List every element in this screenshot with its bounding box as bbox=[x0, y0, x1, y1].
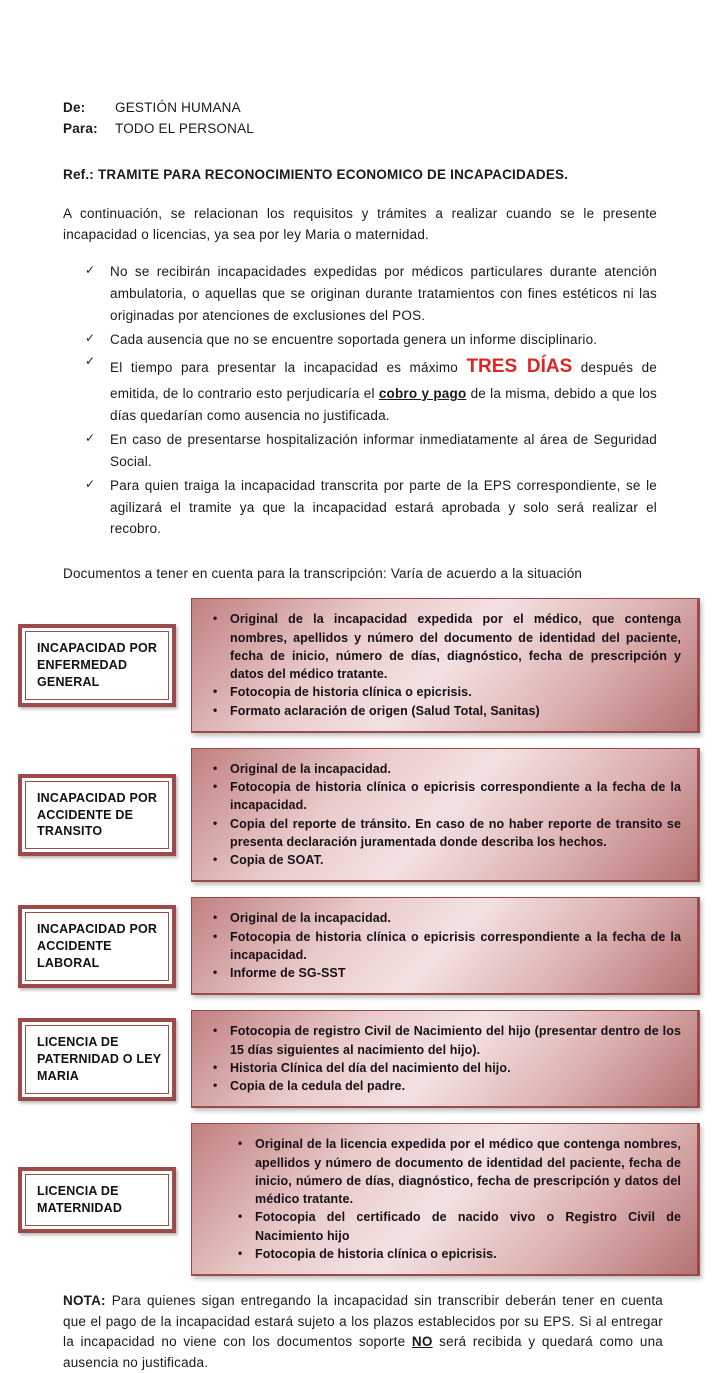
memo-to-label: Para: bbox=[63, 120, 98, 136]
checklist-item-text: Cada ausencia que no se encuentre soportada genera un informe disciplinario. bbox=[110, 331, 598, 347]
requirement-item: • Original de la incapacidad. bbox=[230, 760, 681, 778]
memo-from-row bbox=[63, 98, 657, 119]
requirement-item: • Fotocopia de historia clínica o epicrisis correspondiente a la fecha de la incapacidad. bbox=[230, 778, 681, 815]
requirement-item: • Formato aclaración de origen (Salud Total, Sanitas) bbox=[230, 702, 681, 720]
section-requirements-box bbox=[191, 897, 700, 995]
section-label: INCAPACIDAD POR ACCIDENTE LABORAL bbox=[25, 912, 169, 981]
memo-from-label: De: bbox=[63, 100, 86, 115]
checklist-item bbox=[85, 475, 657, 541]
section-label: INCAPACIDAD POR ACCIDENTE DE TRANSITO bbox=[25, 781, 169, 850]
checklist-item-text: El tiempo para presentar la incapacidad es máximo bbox=[110, 360, 467, 376]
section-label: LICENCIA DE MATERNIDAD bbox=[25, 1174, 169, 1226]
reference-text: TRAMITE PARA RECONOCIMIENTO ECONOMICO DE INCAPACIDADES. bbox=[94, 166, 569, 182]
tres-dias-highlight: TRES DÍAS bbox=[466, 356, 573, 378]
requirement-item: • Fotocopia de historia clínica o epicrisis correspondiente a la fecha de la incapacidad. bbox=[230, 928, 681, 965]
checklist-item-text: de la misma, debido a que los días quedarían como ausencia no justificada. bbox=[110, 386, 657, 424]
requirement-item: • Fotocopia de historia clínica o epicrisis. bbox=[230, 683, 681, 701]
section-label-box bbox=[18, 1018, 176, 1101]
checklist-item-text: En caso de presentarse hospitalización informar inmediatamente al área de Seguridad Social. bbox=[110, 431, 657, 469]
nota-text: Para quienes sigan entregando la incapacidad sin transcribir deberán tener en cuenta que el pago de la incapacidad estará sujeto a los plazos establecidos por su EPS. Si al entregar la incapacidad no viene con los documentos soporte bbox=[63, 1293, 663, 1350]
section-licencia-paternidad bbox=[18, 1010, 700, 1108]
nota-paragraph bbox=[63, 1291, 663, 1373]
checkmark-icon: ✓ bbox=[85, 430, 96, 445]
checklist-item bbox=[85, 352, 657, 426]
section-label: LICENCIA DE PATERNIDAD O LEY MARIA bbox=[25, 1025, 169, 1094]
memo-from-value: GESTIÓN HUMANA bbox=[115, 100, 241, 115]
section-accidente-transito bbox=[18, 748, 700, 883]
section-label-box bbox=[18, 905, 176, 988]
document-type-sections bbox=[18, 598, 700, 1276]
memo-to-value: TODO EL PERSONAL bbox=[115, 120, 254, 136]
checklist-item-text: Para quien traiga la incapacidad transcrita por parte de la EPS correspondiente, se le agilizará el tramite ya que la incapacidad estará aprobada y solo será realizar el recobro. bbox=[110, 477, 657, 537]
section-requirements-box bbox=[191, 1123, 700, 1276]
section-accidente-laboral bbox=[18, 897, 700, 995]
section-label: INCAPACIDAD POR ENFERMEDAD GENERAL bbox=[25, 631, 169, 700]
section-requirements-list bbox=[200, 909, 681, 982]
requirement-item: • Copia del reporte de tránsito. En caso de no haber reporte de transito se presenta declaración juramentada donde describa los hechos. bbox=[230, 815, 681, 852]
section-label-box bbox=[18, 624, 176, 707]
requirement-item: • Original de la incapacidad. bbox=[230, 909, 681, 927]
reference-label: Ref.: bbox=[63, 166, 94, 182]
nota-text: será recibida y quedará como una ausencia no justificada. bbox=[63, 1334, 663, 1370]
section-requirements-list bbox=[200, 760, 681, 870]
requirements-checklist bbox=[85, 261, 657, 540]
checkmark-icon: ✓ bbox=[85, 354, 96, 369]
checklist-item bbox=[85, 429, 657, 473]
no-emphasis: NO bbox=[411, 1334, 433, 1350]
section-label-box bbox=[18, 774, 176, 857]
checkmark-icon: ✓ bbox=[85, 330, 96, 345]
memo-to-row bbox=[63, 119, 657, 140]
section-requirements-list bbox=[200, 1135, 681, 1263]
requirement-item: • Informe de SG-SST bbox=[230, 964, 681, 982]
requirement-item: • Copia de SOAT. bbox=[230, 851, 681, 869]
section-requirements-list bbox=[200, 1022, 681, 1095]
cobro-pago-emphasis: cobro y pago bbox=[378, 386, 467, 402]
intro-paragraph: A continuación, se relacionan los requisitos y trámites a realizar cuando se le presente incapacidad o licencias, ya sea por ley Maria o maternidad. bbox=[63, 205, 657, 243]
requirement-item: • Original de la licencia expedida por el médico que contenga nombres, apellidos y número de documento de identidad del paciente, fecha de inicio, número de días, diagnóstico, fecha de prescripción y datos del médico tratante. bbox=[255, 1135, 681, 1208]
section-requirements-list bbox=[200, 610, 681, 720]
requirement-item: • Fotocopia del certificado de nacido vivo o Registro Civil de Nacimiento hijo bbox=[255, 1208, 681, 1245]
section-requirements-box bbox=[191, 748, 700, 883]
section-enfermedad-general bbox=[18, 598, 700, 733]
checklist-item-text: después de emitida, de lo contrario esto perjudicaría el bbox=[110, 360, 657, 402]
requirement-item: • Fotocopia de historia clínica o epicrisis. bbox=[255, 1245, 681, 1263]
checklist-item bbox=[85, 329, 657, 351]
section-requirements-box bbox=[191, 598, 700, 733]
requirement-item: • Fotocopia de registro Civil de Nacimiento del hijo (presentar dentro de los 15 días siguientes al nacimiento del hijo). bbox=[230, 1022, 681, 1059]
checklist-item bbox=[85, 261, 657, 327]
section-requirements-box bbox=[191, 1010, 700, 1108]
checkmark-icon: ✓ bbox=[85, 263, 96, 278]
section-label-box bbox=[18, 1167, 176, 1233]
nota-label: NOTA: bbox=[63, 1293, 106, 1308]
checklist-item-text: No se recibirán incapacidades expedidas por médicos particulares durante atención ambulatoria, o aquellas que se originan durante tratamientos con fines estéticos ni las originadas por atenciones de exclusiones del POS. bbox=[110, 264, 657, 323]
requirement-item: • Original de la incapacidad expedida por el médico, que contenga nombres, apellidos y número del documento de identidad del paciente, fecha de inicio, número de días, diagnóstico, fecha de prescripción y datos del médico tratante. bbox=[230, 610, 681, 683]
checkmark-icon: ✓ bbox=[85, 476, 96, 491]
memo-header bbox=[63, 98, 657, 140]
documents-heading: Documentos a tener en cuenta para la transcripción: Varía de acuerdo a la situación bbox=[63, 566, 583, 582]
requirement-item: • Historia Clínica del día del nacimiento del hijo. bbox=[230, 1059, 681, 1077]
requirement-item: • Copia de la cedula del padre. bbox=[230, 1077, 681, 1095]
reference-line bbox=[63, 167, 657, 182]
section-licencia-maternidad bbox=[18, 1123, 700, 1276]
